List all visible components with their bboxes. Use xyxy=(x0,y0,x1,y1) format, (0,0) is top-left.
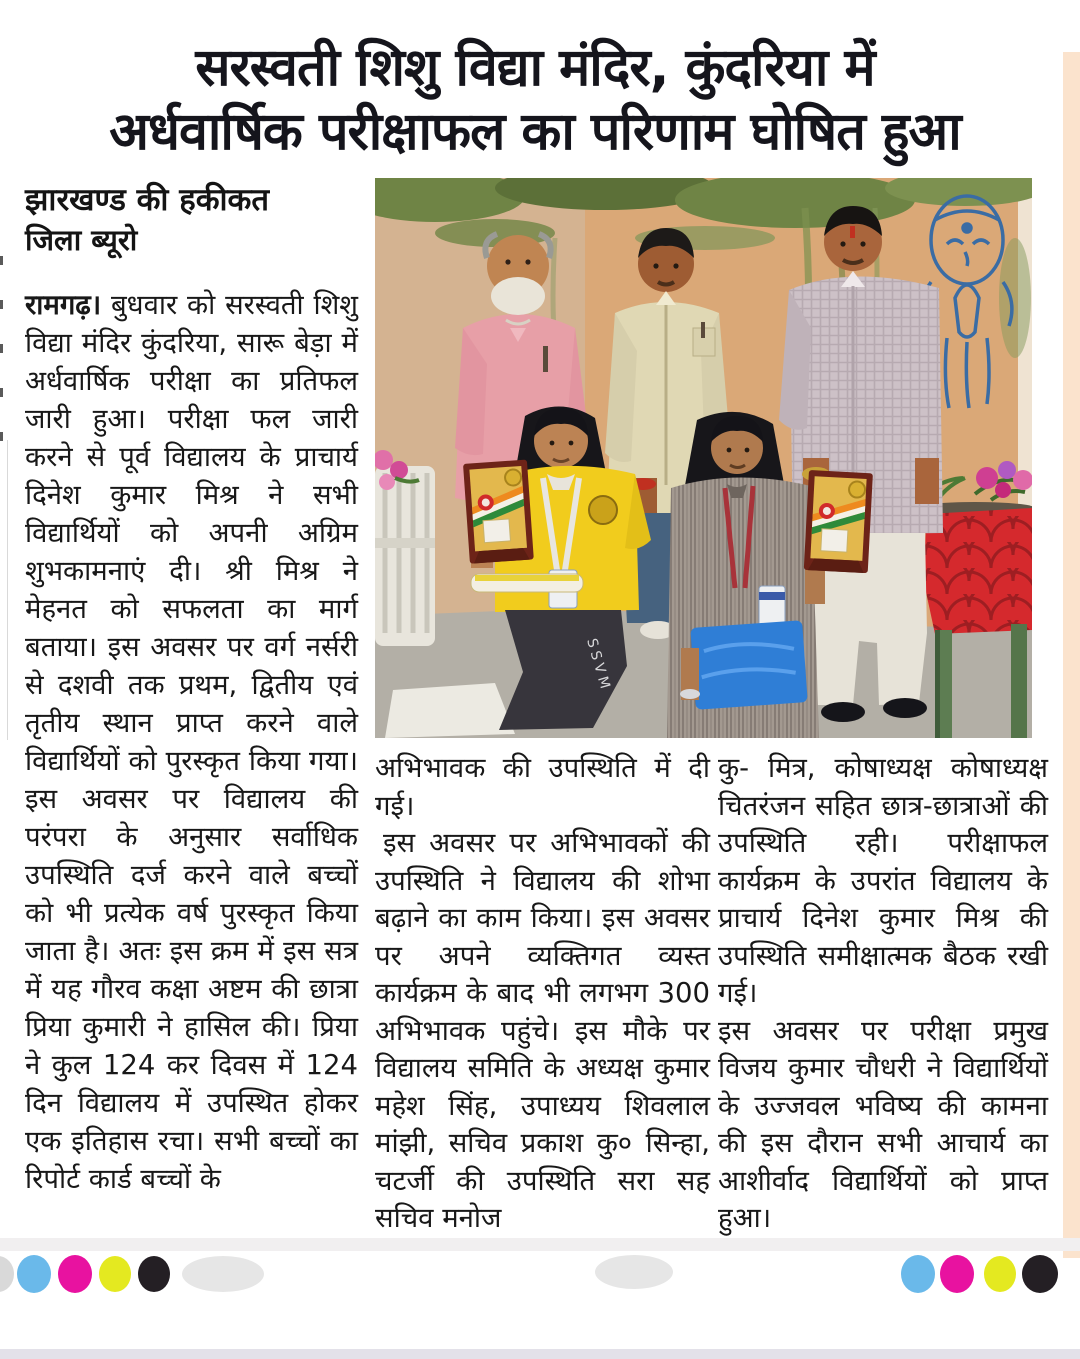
gray-oval xyxy=(182,1256,264,1292)
bureau-line: जिला ब्यूरो xyxy=(25,223,138,257)
yellow-dot xyxy=(99,1256,131,1292)
article-right-column xyxy=(718,750,1048,1238)
scan-dash xyxy=(0,432,3,441)
scan-dash xyxy=(0,388,3,397)
byline xyxy=(25,180,355,260)
black-dot xyxy=(138,1256,170,1292)
right-column-p1: कु- मित्र, कोषाध्यक्ष कोषाध्यक्ष चितरंजन सहित छात्र-छात्राओं की उपस्थिति रही। परीक्षाफल कार्यक्रम के उपरांत विद्यालय के प्राचार्य दिनेश कुमार मिश्र की उपस्थिति समीक्षात्मक बैठक रखी गई। xyxy=(718,752,1048,1009)
bracelet xyxy=(680,689,700,699)
scan-edge-band xyxy=(1063,52,1080,1258)
headline-line1: सरस्वती शिशु विद्या मंदिर, कुंदरिया में xyxy=(195,38,875,98)
black-dot-right xyxy=(1022,1255,1058,1293)
magenta-dot xyxy=(58,1255,92,1293)
middle-column-p1: अभिभावक की उपस्थिति में दी गई। xyxy=(375,752,710,822)
gray-oval-center xyxy=(595,1255,673,1289)
print-registration-marks xyxy=(0,1254,1080,1294)
news-photo xyxy=(375,178,1032,738)
plastic-chair xyxy=(375,466,435,646)
left-column-text: बुधवार को सरस्वती शिशु विद्या मंदिर कुंदरिया, सारू बेड़ा में अर्धवार्षिक परीक्षा का प्रतिफल जारी हुआ। परीक्षा फल जारी करने से पूर्व विद्यालय के प्राचार्य दिनेश कुमार मिश्र ने सभी विद्यार्थियों को अपनी अग्रिम शुभकामनाएं दी। श्री मिश्र ने मेहनत को सफलता का मार्ग बताया। इस अवसर पर वर्ग नर्सरी से दशवी तक प्रथम, द्वितीय एवं तृतीय स्थान प्राप्त करने वाले विद्यार्थियों को पुरस्कृत किया गया। इस अवसर पर विद्यालय की परंपरा के अनुसार सर्वाधिक उपस्थिति दर्ज करने वाले बच्चों को भी प्रत्येक वर्ष पुरस्कृत किया जाता है। अतः इस क्रम में इस सत्र में यह गौरव कक्षा अष्टम की छात्रा प्रिया कुमारी ने हासिल की। प्रिया ने कुल 124 कर दिवस में 124 दिन विद्यालय में उपस्थित होकर एक इतिहास रचा। सभी बच्चों का रिपोर्ट कार्ड बच्चों के xyxy=(25,289,358,1195)
cyan-dot-right xyxy=(901,1255,935,1293)
floor-cloth xyxy=(385,683,515,738)
scan-dash xyxy=(0,344,3,353)
publication-name: झारखण्ड की हकीकत xyxy=(25,182,270,218)
scan-line xyxy=(7,440,8,740)
jersey-text: SSVM xyxy=(583,636,614,695)
article-left-column xyxy=(25,286,358,1198)
middle-column-p2: इस अवसर पर अभिभावकों की उपस्थिति ने विद्यालय की शोभा बढ़ाने का काम किया। इस अवसर पर अपने व्यक्तिगत व्यस्त कार्यक्रम के बाद भी लगभग 300 अभिभावक पहुंचे। इस मौके पर विद्यालय समिति के अध्यक्ष कुमार महेश सिंह, उपाध्यय शिवलाल मांझी, सचिव प्रकाश कु० सिन्हा, चटर्जी की उपस्थिति सरा सह सचिव मनोज xyxy=(375,827,710,1234)
right-column-p2: इस अवसर पर परीक्षा प्रमुख विजय कुमार चौधरी ने विद्यार्थियों के उज्जवल भविष्य की कामना की इस दौरान सभी आचार्य का आशीर्वाद विद्यार्थियों को प्राप्त हुआ। xyxy=(718,1014,1048,1234)
blue-gift xyxy=(690,620,807,710)
article-middle-column xyxy=(375,750,710,1238)
magenta-dot-right xyxy=(940,1255,974,1293)
cyan-dot xyxy=(17,1255,51,1293)
tilak xyxy=(850,226,855,238)
headline-line2: अर्धवार्षिक परीक्षाफल का परिणाम घोषित हुआ xyxy=(109,102,961,162)
school-logo xyxy=(589,496,617,524)
scan-dash xyxy=(0,256,3,265)
headline xyxy=(20,36,1050,164)
scan-bottom-bar xyxy=(0,1349,1080,1359)
scan-dash xyxy=(0,300,3,309)
dateline: रामगढ़। xyxy=(25,289,102,321)
yellow-dot-right xyxy=(984,1256,1016,1292)
scan-band xyxy=(0,1238,1080,1251)
